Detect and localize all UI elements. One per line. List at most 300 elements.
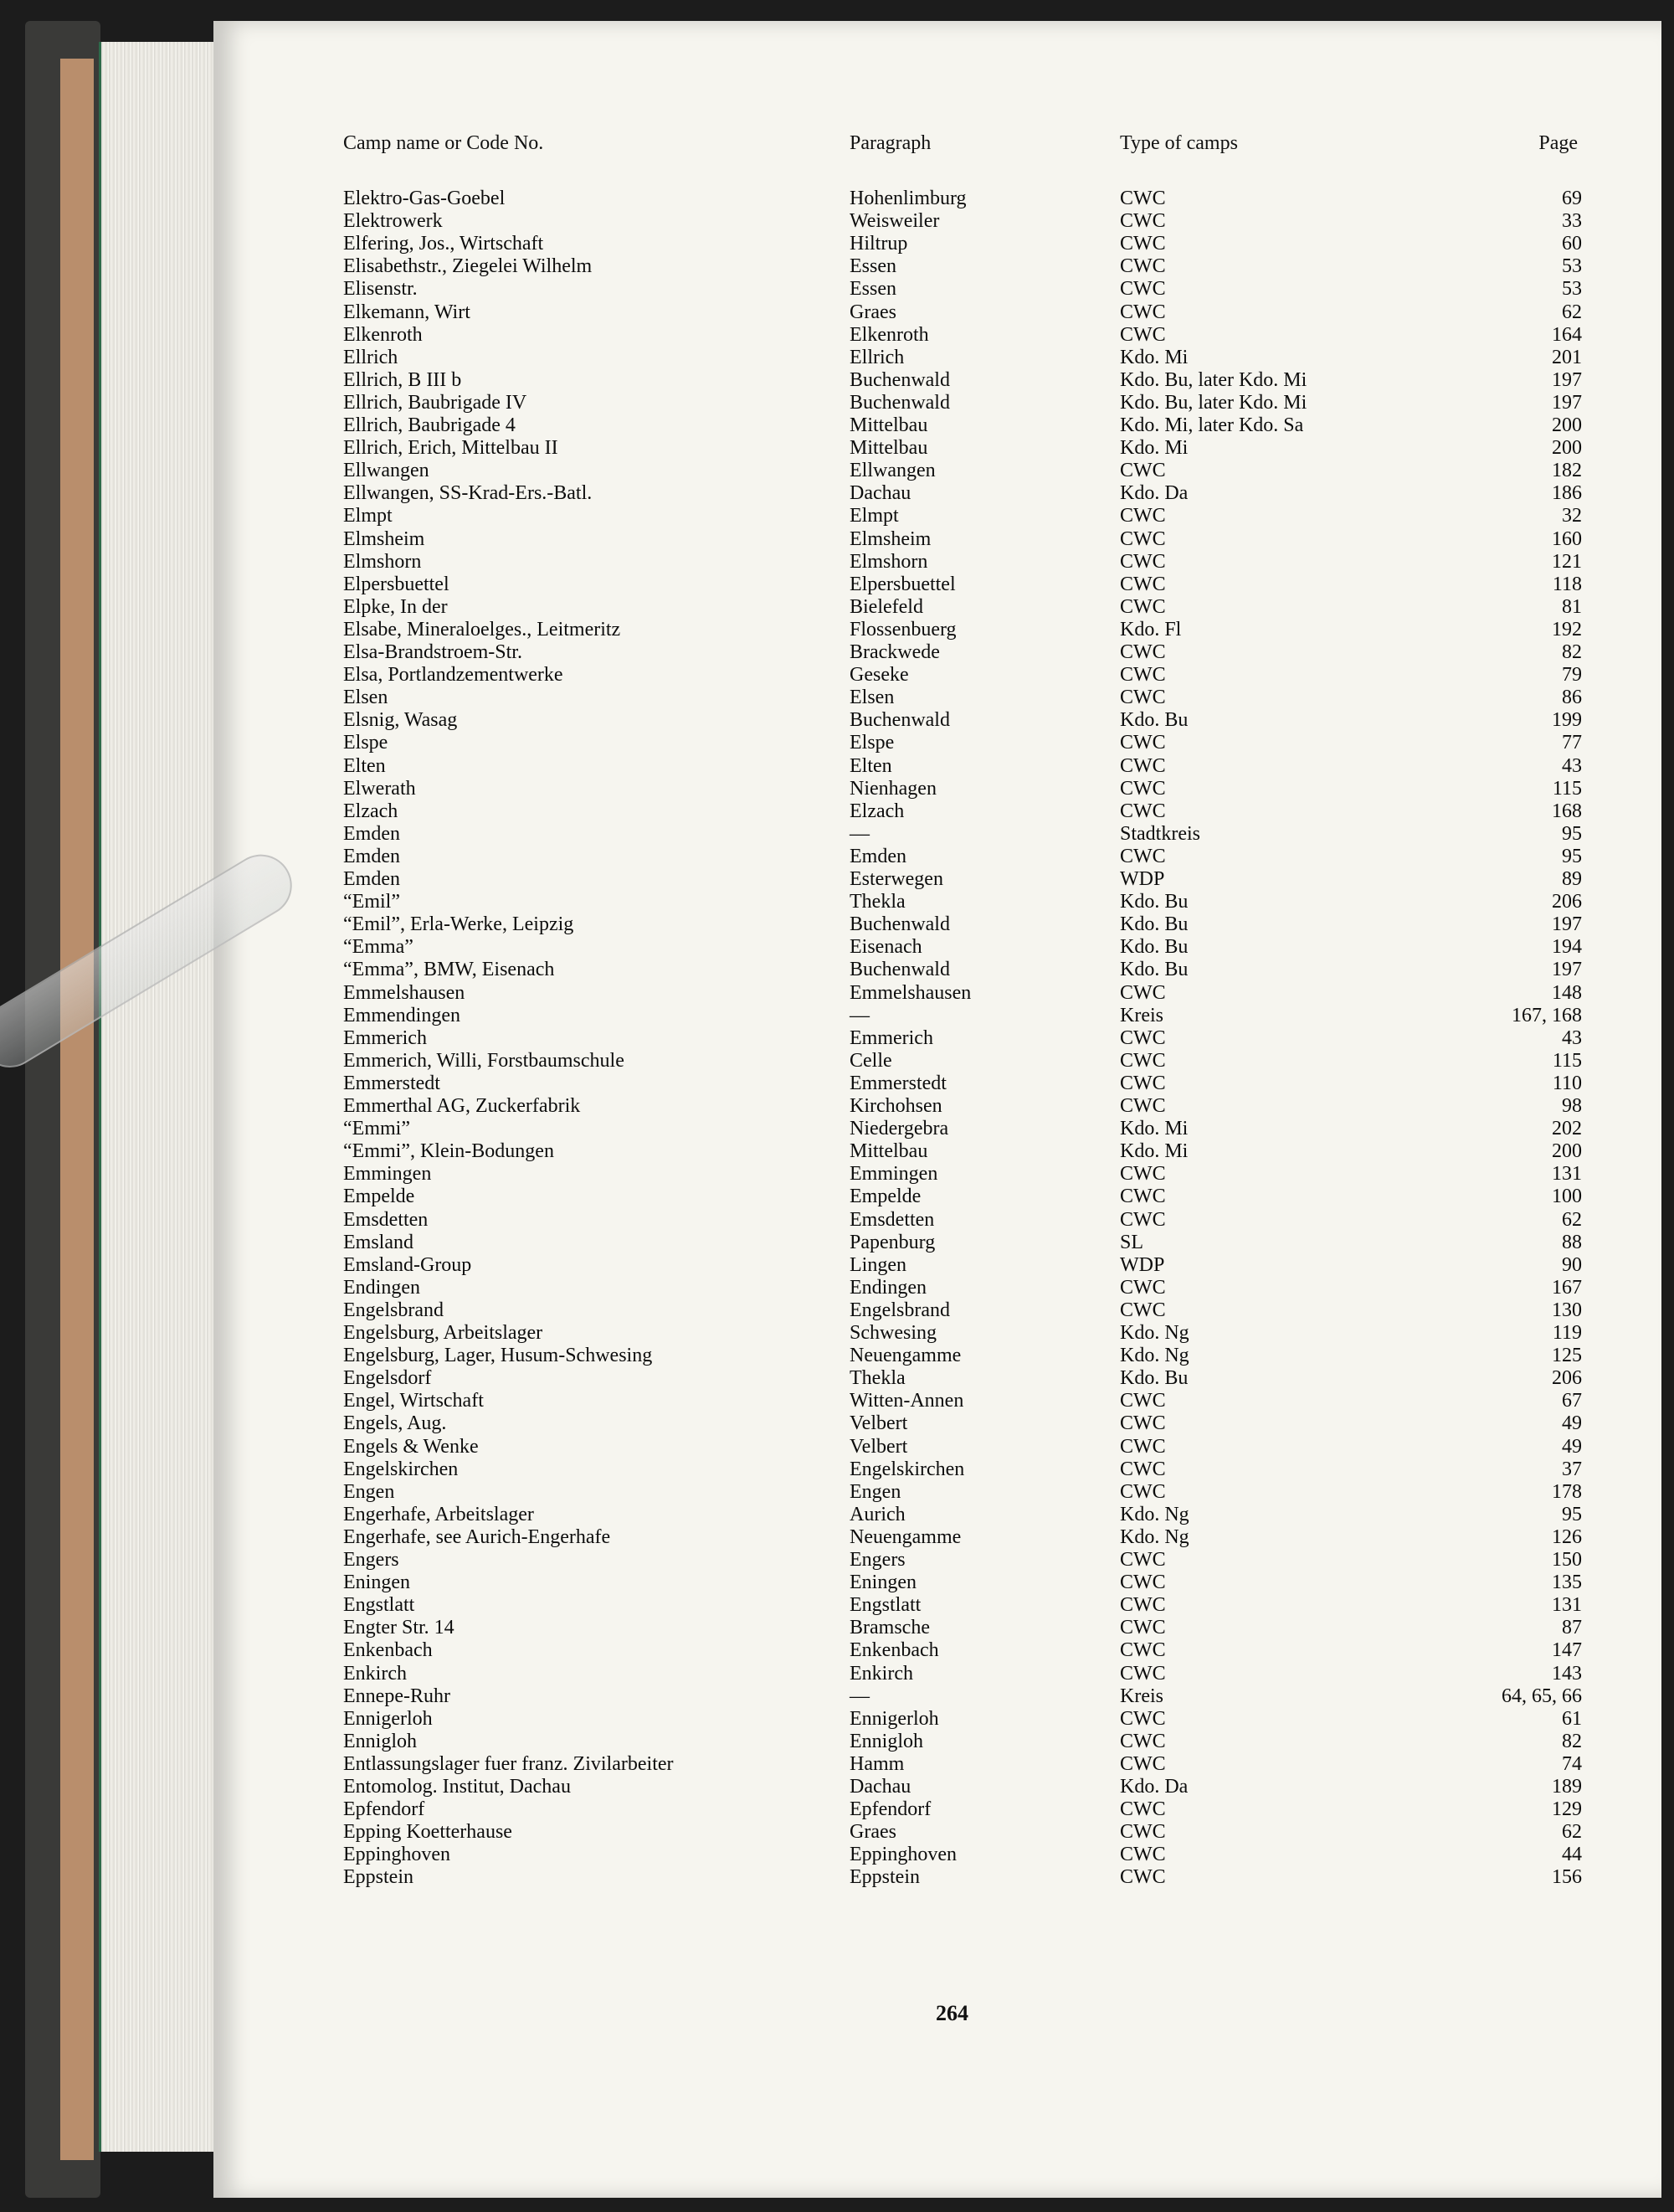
cell-camp-name: “Emil”, Erla-Werke, Leipzig xyxy=(343,913,574,936)
cell-camp-name: Ellrich xyxy=(343,346,398,368)
cell-camp-name: Ellrich, Erich, Mittelbau II xyxy=(343,437,558,460)
cell-camp-name: Emden xyxy=(343,868,400,890)
cell-type: Kdo. Mi, later Kdo. Sa xyxy=(1120,414,1304,436)
cell-camp-name: Elwerath xyxy=(343,777,416,800)
cell-paragraph: Engen xyxy=(850,1480,901,1503)
cell-type: CWC xyxy=(1120,981,1166,1004)
cell-page: 201 xyxy=(1552,346,1582,368)
cell-type: CWC xyxy=(1120,1752,1166,1775)
cell-paragraph: Graes xyxy=(850,1821,896,1844)
table-row xyxy=(0,505,1674,527)
cell-page: 160 xyxy=(1552,527,1582,550)
cell-type: CWC xyxy=(1120,1844,1166,1866)
cell-type: CWC xyxy=(1120,1412,1166,1435)
cell-paragraph: Essen xyxy=(850,255,896,278)
cell-camp-name: Elektro-Gas-Goebel xyxy=(343,188,506,209)
cell-page: 135 xyxy=(1552,1572,1582,1594)
cell-paragraph: Velbert xyxy=(850,1412,908,1435)
cell-paragraph: Geseke xyxy=(850,664,909,687)
cell-camp-name: “Emmi” xyxy=(343,1118,410,1140)
cell-page: 95 xyxy=(1562,822,1582,845)
cell-paragraph: Graes xyxy=(850,301,896,323)
cell-paragraph: Neuengamme xyxy=(850,1345,962,1367)
cell-page: 49 xyxy=(1562,1412,1582,1435)
table-row xyxy=(0,233,1674,255)
cell-type: CWC xyxy=(1120,845,1166,867)
cell-camp-name: Elkenroth xyxy=(343,323,423,346)
cell-type: CWC xyxy=(1120,800,1166,822)
header-camp-name: Camp name or Code No. xyxy=(343,132,544,154)
cell-page: 197 xyxy=(1552,913,1582,936)
table-row xyxy=(0,687,1674,709)
cell-camp-name: Enkenbach xyxy=(343,1639,433,1662)
cell-page: 74 xyxy=(1562,1752,1582,1775)
cell-camp-name: Engelskirchen xyxy=(343,1458,459,1480)
table-row xyxy=(0,324,1674,347)
table-row xyxy=(0,1776,1674,1798)
cell-camp-name: Ellwangen xyxy=(343,460,429,482)
cell-camp-name: Elsa, Portlandzementwerke xyxy=(343,664,563,687)
table-row xyxy=(0,1232,1674,1254)
cell-camp-name: Engen xyxy=(343,1480,395,1503)
table-row xyxy=(0,1481,1674,1504)
cell-paragraph: Ennigerloh xyxy=(850,1707,939,1730)
cell-page: 147 xyxy=(1552,1639,1582,1662)
cell-page: 121 xyxy=(1552,550,1582,573)
cell-paragraph: Bramsche xyxy=(850,1617,930,1639)
cell-page: 82 xyxy=(1562,641,1582,663)
cell-page: 110 xyxy=(1552,1072,1582,1094)
cell-page: 197 xyxy=(1552,391,1582,414)
cell-page: 69 xyxy=(1562,188,1582,209)
cell-camp-name: Emsland xyxy=(343,1231,413,1253)
cell-type: Kdo. Bu xyxy=(1120,913,1189,936)
cell-camp-name: Empelde xyxy=(343,1186,415,1208)
table-row xyxy=(0,255,1674,278)
cell-camp-name: Engels & Wenke xyxy=(343,1435,479,1458)
cell-paragraph: Elzach xyxy=(850,800,905,822)
cell-camp-name: Emden xyxy=(343,845,400,867)
cell-paragraph: — xyxy=(850,1685,870,1707)
cell-paragraph: Ellrich xyxy=(850,346,905,368)
cell-type: CWC xyxy=(1120,1390,1166,1412)
table-row xyxy=(0,369,1674,392)
cell-camp-name: Elpke, In der xyxy=(343,595,448,618)
cell-paragraph: Endingen xyxy=(850,1276,927,1299)
cell-camp-name: Engers xyxy=(343,1549,399,1571)
cell-page: 168 xyxy=(1552,800,1582,822)
cell-camp-name: Elmshorn xyxy=(343,550,422,573)
cell-paragraph: Eningen xyxy=(850,1572,917,1594)
cell-paragraph: Empelde xyxy=(850,1186,922,1208)
table-row xyxy=(0,1708,1674,1731)
cell-paragraph: Bielefeld xyxy=(850,595,923,618)
table-row xyxy=(0,1572,1674,1594)
cell-type: CWC xyxy=(1120,1049,1166,1072)
cell-paragraph: Elpersbuettel xyxy=(850,573,956,595)
cell-page: 156 xyxy=(1552,1866,1582,1889)
cell-page: 81 xyxy=(1562,595,1582,618)
cell-page: 206 xyxy=(1552,1367,1582,1390)
cell-paragraph: Emmerstedt xyxy=(850,1072,947,1094)
cell-type: CWC xyxy=(1120,1617,1166,1639)
cell-type: CWC xyxy=(1120,255,1166,278)
cell-type: Kdo. Bu xyxy=(1120,936,1189,959)
cell-camp-name: “Emma” xyxy=(343,936,413,959)
cell-type: CWC xyxy=(1120,1798,1166,1821)
table-row xyxy=(0,1526,1674,1549)
table-row xyxy=(0,732,1674,754)
cell-camp-name: Elmsheim xyxy=(343,527,425,550)
cell-camp-name: Entlassungslager fuer franz. Zivilarbeiter xyxy=(343,1752,674,1775)
cell-paragraph: Elkenroth xyxy=(850,323,929,346)
cell-paragraph: Hamm xyxy=(850,1752,905,1775)
cell-page: 164 xyxy=(1552,323,1582,346)
cell-type: CWC xyxy=(1120,527,1166,550)
table-row xyxy=(0,1277,1674,1299)
cell-paragraph: Epfendorf xyxy=(850,1798,932,1821)
cell-type: Stadtkreis xyxy=(1120,822,1200,845)
cell-paragraph: Aurich xyxy=(850,1503,906,1525)
cell-camp-name: Emmerstedt xyxy=(343,1072,440,1094)
cell-paragraph: Buchenwald xyxy=(850,959,950,981)
cell-paragraph: Niedergebra xyxy=(850,1118,949,1140)
cell-paragraph: Enkirch xyxy=(850,1662,913,1685)
cell-page: 95 xyxy=(1562,845,1582,867)
cell-type: CWC xyxy=(1120,460,1166,482)
cell-camp-name: Emmerthal AG, Zuckerfabrik xyxy=(343,1095,581,1117)
cell-page: 192 xyxy=(1552,618,1582,640)
cell-type: Kdo. Mi xyxy=(1120,1118,1189,1140)
cell-type: Kdo. Fl xyxy=(1120,618,1182,640)
cell-paragraph: Mittelbau xyxy=(850,1140,928,1163)
cell-page: 130 xyxy=(1552,1299,1582,1321)
cell-camp-name: Engerhafe, Arbeitslager xyxy=(343,1503,534,1525)
table-row xyxy=(0,1798,1674,1821)
cell-page: 62 xyxy=(1562,1821,1582,1844)
cell-camp-name: Engter Str. 14 xyxy=(343,1617,454,1639)
table-row xyxy=(0,596,1674,619)
cell-paragraph: Papenburg xyxy=(850,1231,936,1253)
cell-paragraph: Engers xyxy=(850,1549,906,1571)
cell-page: 200 xyxy=(1552,1140,1582,1163)
cell-type: CWC xyxy=(1120,301,1166,323)
cell-type: CWC xyxy=(1120,505,1166,527)
table-row xyxy=(0,1050,1674,1073)
cell-camp-name: Engelsburg, Arbeitslager xyxy=(343,1322,543,1344)
cell-type: CWC xyxy=(1120,1662,1166,1685)
table-row xyxy=(0,414,1674,437)
cell-page: 53 xyxy=(1562,255,1582,278)
table-row xyxy=(0,664,1674,687)
cell-page: 89 xyxy=(1562,868,1582,890)
cell-camp-name: Elpersbuettel xyxy=(343,573,449,595)
cell-page: 115 xyxy=(1552,777,1582,800)
cell-page: 194 xyxy=(1552,936,1582,959)
cell-paragraph: Elspe xyxy=(850,732,895,754)
table-row xyxy=(0,574,1674,596)
cell-type: Kdo. Ng xyxy=(1120,1503,1189,1525)
table-row xyxy=(0,1639,1674,1662)
table-row xyxy=(0,1866,1674,1889)
table-row xyxy=(0,641,1674,664)
table-row xyxy=(0,1254,1674,1277)
cell-page: 60 xyxy=(1562,233,1582,255)
cell-page: 43 xyxy=(1562,754,1582,777)
table-row xyxy=(0,1367,1674,1390)
cell-camp-name: Elisenstr. xyxy=(343,278,418,301)
cell-type: WDP xyxy=(1120,868,1165,890)
cell-page: 53 xyxy=(1562,278,1582,301)
cell-paragraph: Brackwede xyxy=(850,641,940,663)
cell-type: CWC xyxy=(1120,1458,1166,1480)
cell-camp-name: Ennigloh xyxy=(343,1730,417,1752)
cell-camp-name: Elmpt xyxy=(343,505,393,527)
cell-page: 143 xyxy=(1552,1662,1582,1685)
cell-camp-name: Ellrich, Baubrigade IV xyxy=(343,391,527,414)
table-row xyxy=(0,528,1674,551)
cell-type: Kdo. Mi xyxy=(1120,1140,1189,1163)
cell-camp-name: Emmendingen xyxy=(343,1004,460,1026)
cell-type: Kdo. Da xyxy=(1120,482,1189,505)
cell-camp-name: Ennigerloh xyxy=(343,1707,433,1730)
cell-paragraph: Ennigloh xyxy=(850,1730,923,1752)
table-row xyxy=(0,1458,1674,1481)
cell-camp-name: Engstlatt xyxy=(343,1594,415,1617)
table-row xyxy=(0,800,1674,823)
cell-type: Kdo. Ng xyxy=(1120,1322,1189,1344)
cell-type: Kdo. Bu, later Kdo. Mi xyxy=(1120,368,1307,391)
cell-type: CWC xyxy=(1120,1866,1166,1889)
table-row xyxy=(0,709,1674,732)
cell-page: 197 xyxy=(1552,368,1582,391)
cell-page: 126 xyxy=(1552,1525,1582,1548)
cell-camp-name: Elsen xyxy=(343,687,388,709)
table-row xyxy=(0,188,1674,210)
table-row xyxy=(0,1753,1674,1776)
cell-camp-name: Emsdetten xyxy=(343,1208,429,1231)
cell-paragraph: Ellwangen xyxy=(850,460,936,482)
table-row xyxy=(0,301,1674,324)
cell-paragraph: Elmpt xyxy=(850,505,899,527)
cell-camp-name: Elzach xyxy=(343,800,398,822)
cell-type: Kreis xyxy=(1120,1685,1163,1707)
cell-paragraph: Mittelbau xyxy=(850,414,928,436)
cell-paragraph: Buchenwald xyxy=(850,368,950,391)
table-row xyxy=(0,1095,1674,1118)
cell-page: 131 xyxy=(1552,1594,1582,1617)
cell-camp-name: Eningen xyxy=(343,1572,410,1594)
cell-camp-name: Elisabethstr., Ziegelei Wilhelm xyxy=(343,255,593,278)
cell-camp-name: Eppinghoven xyxy=(343,1844,450,1866)
cell-camp-name: Epfendorf xyxy=(343,1798,425,1821)
cell-type: CWC xyxy=(1120,754,1166,777)
cell-camp-name: Elsnig, Wasag xyxy=(343,709,458,732)
cell-type: CWC xyxy=(1120,1095,1166,1117)
cell-camp-name: Engel, Wirtschaft xyxy=(343,1390,484,1412)
cell-camp-name: Engelsdorf xyxy=(343,1367,432,1390)
cell-paragraph: Thekla xyxy=(850,1367,906,1390)
cell-page: 200 xyxy=(1552,437,1582,460)
cell-camp-name: Epping Koetterhause xyxy=(343,1821,512,1844)
table-row xyxy=(0,460,1674,482)
cell-paragraph: Weisweiler xyxy=(850,210,940,233)
table-row xyxy=(0,1186,1674,1208)
cell-type: CWC xyxy=(1120,188,1166,209)
cell-type: CWC xyxy=(1120,233,1166,255)
cell-paragraph: Velbert xyxy=(850,1435,908,1458)
cell-page: 125 xyxy=(1552,1345,1582,1367)
cell-camp-name: Ellrich, Baubrigade 4 xyxy=(343,414,516,436)
header-paragraph: Paragraph xyxy=(850,132,932,154)
cell-page: 131 xyxy=(1552,1163,1582,1186)
table-row xyxy=(0,778,1674,800)
table-row xyxy=(0,982,1674,1005)
cell-paragraph: Dachau xyxy=(850,482,911,505)
cell-type: Kdo. Bu, later Kdo. Mi xyxy=(1120,391,1307,414)
cell-page: 88 xyxy=(1562,1231,1582,1253)
cell-page: 98 xyxy=(1562,1095,1582,1117)
cell-type: CWC xyxy=(1120,1594,1166,1617)
cell-page: 199 xyxy=(1552,709,1582,732)
cell-type: CWC xyxy=(1120,777,1166,800)
cell-paragraph: Enkenbach xyxy=(850,1639,939,1662)
cell-page: 49 xyxy=(1562,1435,1582,1458)
cell-paragraph: Engstlatt xyxy=(850,1594,922,1617)
table-row xyxy=(0,1163,1674,1186)
table-row xyxy=(0,278,1674,301)
cell-paragraph: Eppinghoven xyxy=(850,1844,957,1866)
table-row xyxy=(0,437,1674,460)
cell-page: 148 xyxy=(1552,981,1582,1004)
cell-page: 186 xyxy=(1552,482,1582,505)
cell-camp-name: Elsa-Brandstroem-Str. xyxy=(343,641,522,663)
table-row xyxy=(0,1412,1674,1435)
table-row xyxy=(0,1390,1674,1412)
table-row xyxy=(0,392,1674,414)
cell-type: CWC xyxy=(1120,1208,1166,1231)
cell-type: Kdo. Bu xyxy=(1120,1367,1189,1390)
cell-page: 62 xyxy=(1562,1208,1582,1231)
cell-camp-name: Engerhafe, see Aurich-Engerhafe xyxy=(343,1525,611,1548)
table-row xyxy=(0,755,1674,778)
cell-camp-name: “Emmi”, Klein-Bodungen xyxy=(343,1140,554,1163)
cell-type: CWC xyxy=(1120,1572,1166,1594)
cell-page: 182 xyxy=(1552,460,1582,482)
cell-page: 119 xyxy=(1552,1322,1582,1344)
cell-type: Kdo. Da xyxy=(1120,1776,1189,1798)
cell-camp-name: Emsland-Group xyxy=(343,1253,472,1276)
table-row xyxy=(0,1685,1674,1708)
table-row xyxy=(0,619,1674,641)
table-row xyxy=(0,1027,1674,1050)
cell-type: Kdo. Bu xyxy=(1120,891,1189,913)
cell-type: WDP xyxy=(1120,1253,1165,1276)
cell-camp-name: Endingen xyxy=(343,1276,420,1299)
cell-page: 197 xyxy=(1552,959,1582,981)
cell-camp-name: Elfering, Jos., Wirtschaft xyxy=(343,233,544,255)
cell-type: Kdo. Bu xyxy=(1120,709,1189,732)
cell-camp-name: Ennepe-Ruhr xyxy=(343,1685,450,1707)
cell-paragraph: Eisenach xyxy=(850,936,922,959)
cell-paragraph: Buchenwald xyxy=(850,913,950,936)
cell-camp-name: Engelsbrand xyxy=(343,1299,444,1321)
cell-page: 44 xyxy=(1562,1844,1582,1866)
cell-page: 62 xyxy=(1562,301,1582,323)
table-row xyxy=(0,1504,1674,1526)
cell-camp-name: Emmerich xyxy=(343,1026,427,1049)
cell-type: Kdo. Mi xyxy=(1120,346,1189,368)
cell-page: 150 xyxy=(1552,1549,1582,1571)
cell-paragraph: Eppstein xyxy=(850,1866,920,1889)
cell-type: CWC xyxy=(1120,641,1166,663)
cell-type: CWC xyxy=(1120,1163,1166,1186)
cell-page: 189 xyxy=(1552,1776,1582,1798)
cell-page: 64, 65, 66 xyxy=(1502,1685,1582,1707)
cell-page: 61 xyxy=(1562,1707,1582,1730)
table-row xyxy=(0,823,1674,846)
cell-type: CWC xyxy=(1120,664,1166,687)
cell-paragraph: Elsen xyxy=(850,687,895,709)
cell-type: Kdo. Mi xyxy=(1120,437,1189,460)
cell-type: CWC xyxy=(1120,1480,1166,1503)
cell-paragraph: Thekla xyxy=(850,891,906,913)
cell-paragraph: Emmingen xyxy=(850,1163,938,1186)
cell-camp-name: Engelsburg, Lager, Husum-Schwesing xyxy=(343,1345,653,1367)
cell-camp-name: Elektrowerk xyxy=(343,210,443,233)
table-row xyxy=(0,1436,1674,1458)
cell-paragraph: Hohenlimburg xyxy=(850,188,967,209)
cell-type: CWC xyxy=(1120,1549,1166,1571)
cell-paragraph: Emmerich xyxy=(850,1026,933,1049)
cell-page: 167, 168 xyxy=(1512,1004,1582,1026)
cell-paragraph: — xyxy=(850,1004,870,1026)
cell-camp-name: Enkirch xyxy=(343,1662,407,1685)
cell-paragraph: Buchenwald xyxy=(850,391,950,414)
table-row xyxy=(0,1821,1674,1844)
header-page: Page xyxy=(1538,132,1578,154)
cell-page: 79 xyxy=(1562,664,1582,687)
cell-page: 115 xyxy=(1552,1049,1582,1072)
cell-camp-name: “Emil” xyxy=(343,891,400,913)
cell-type: Kreis xyxy=(1120,1004,1163,1026)
table-row xyxy=(0,1594,1674,1617)
cell-page: 32 xyxy=(1562,505,1582,527)
cell-paragraph: Kirchohsen xyxy=(850,1095,942,1117)
cell-camp-name: Elkemann, Wirt xyxy=(343,301,470,323)
table-row xyxy=(0,1844,1674,1866)
cell-page: 200 xyxy=(1552,414,1582,436)
cell-page: 43 xyxy=(1562,1026,1582,1049)
table-row xyxy=(0,1118,1674,1140)
cell-page: 178 xyxy=(1552,1480,1582,1503)
cell-paragraph: Emsdetten xyxy=(850,1208,935,1231)
table-row xyxy=(0,347,1674,369)
cell-page: 86 xyxy=(1562,687,1582,709)
cell-page: 167 xyxy=(1552,1276,1582,1299)
cell-type: CWC xyxy=(1120,210,1166,233)
cell-camp-name: Ellwangen, SS-Krad-Ers.-Batl. xyxy=(343,482,593,505)
cell-type: CWC xyxy=(1120,687,1166,709)
table-row xyxy=(0,1345,1674,1367)
cell-paragraph: Buchenwald xyxy=(850,709,950,732)
cell-paragraph: Witten-Annen xyxy=(850,1390,964,1412)
table-row xyxy=(0,1073,1674,1095)
cell-camp-name: Ellrich, B III b xyxy=(343,368,462,391)
cell-paragraph: Essen xyxy=(850,278,896,301)
cell-paragraph: Esterwegen xyxy=(850,868,943,890)
cell-type: Kdo. Bu xyxy=(1120,959,1189,981)
